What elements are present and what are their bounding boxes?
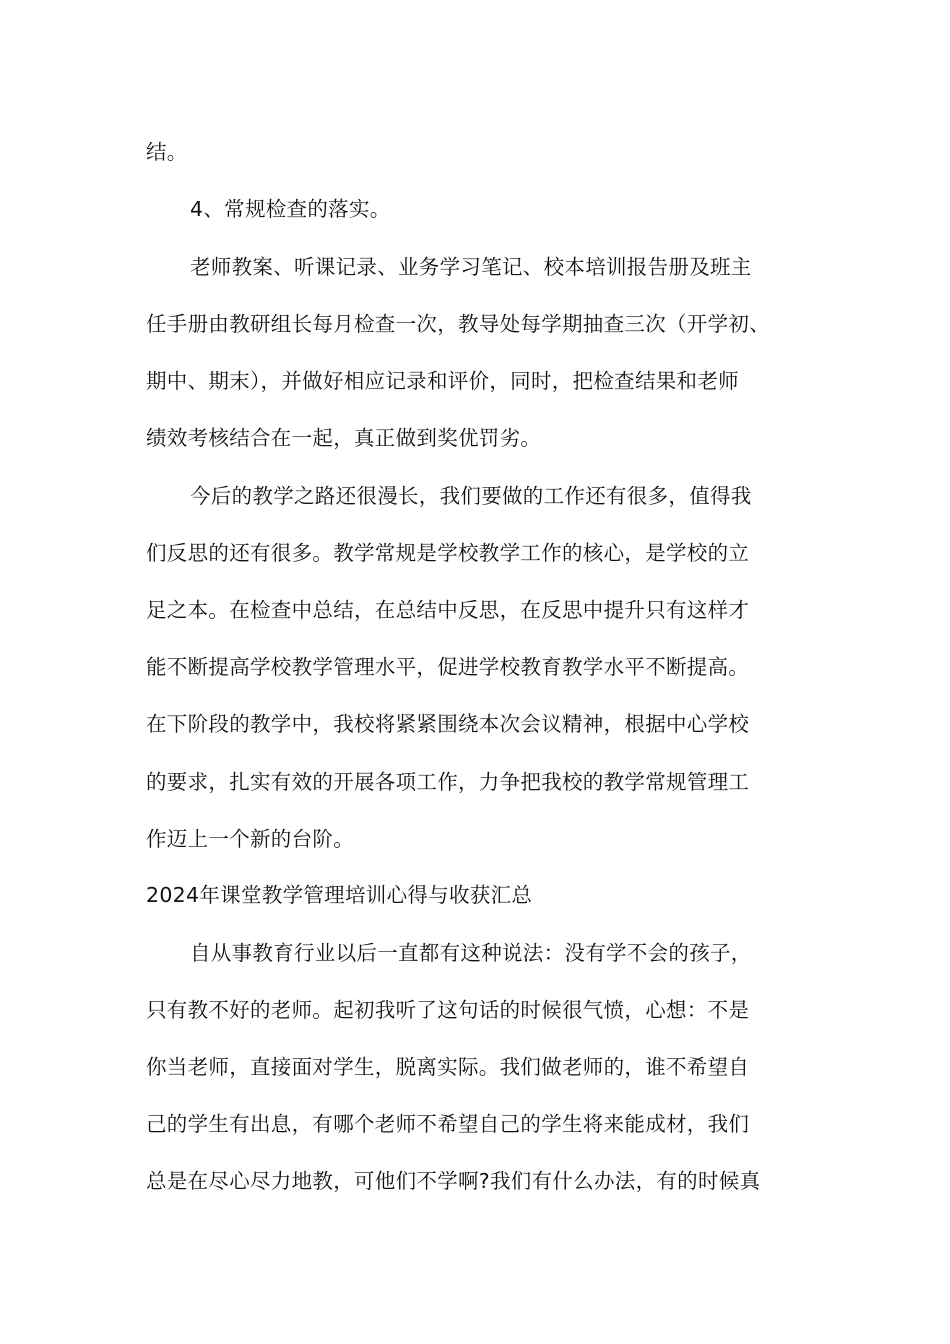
paragraph-line: 老师教案、听课记录、业务学习笔记、校本培训报告册及班主 bbox=[190, 255, 752, 279]
section-heading: 4、常规检查的落实。 bbox=[190, 197, 391, 221]
paragraph-line: 任手册由教研组长每月检查一次，教导处每学期抽查三次（开学初、 bbox=[146, 312, 770, 336]
paragraph-line: 绩效考核结合在一起，真正做到奖优罚劣。 bbox=[146, 426, 542, 450]
paragraph-line: 能不断提高学校教学管理水平，促进学校教育教学水平不断提高。 bbox=[146, 655, 750, 679]
paragraph-line: 作迈上一个新的台阶。 bbox=[146, 827, 354, 851]
paragraph-line: 结。 bbox=[146, 140, 188, 164]
paragraph-line: 只有教不好的老师。起初我听了这句话的时候很气愤，心想：不是 bbox=[146, 998, 750, 1022]
paragraph-line: 你当老师，直接面对学生，脱离实际。我们做老师的，谁不希望自 bbox=[146, 1055, 750, 1079]
paragraph-line: 己的学生有出息，有哪个老师不希望自己的学生将来能成材，我们 bbox=[146, 1112, 750, 1136]
paragraph-line: 期中、期末），并做好相应记录和评价，同时，把检查结果和老师 bbox=[146, 369, 739, 393]
article-title: 2024年课堂教学管理培训心得与收获汇总 bbox=[146, 883, 533, 907]
paragraph-line: 的要求，扎实有效的开展各项工作，力争把我校的教学常规管理工 bbox=[146, 770, 750, 794]
paragraph-line: 们反思的还有很多。教学常规是学校教学工作的核心，是学校的立 bbox=[146, 541, 750, 565]
paragraph-line: 足之本。在检查中总结，在总结中反思，在反思中提升只有这样才 bbox=[146, 598, 750, 622]
paragraph-line: 总是在尽心尽力地教，可他们不学啊?我们有什么办法，有的时候真 bbox=[146, 1169, 761, 1193]
paragraph-line: 在下阶段的教学中，我校将紧紧围绕本次会议精神，根据中心学校 bbox=[146, 712, 750, 736]
paragraph-line: 自从事教育行业以后一直都有这种说法：没有学不会的孩子， bbox=[190, 941, 752, 965]
paragraph-line: 今后的教学之路还很漫长，我们要做的工作还有很多，值得我 bbox=[190, 484, 752, 508]
